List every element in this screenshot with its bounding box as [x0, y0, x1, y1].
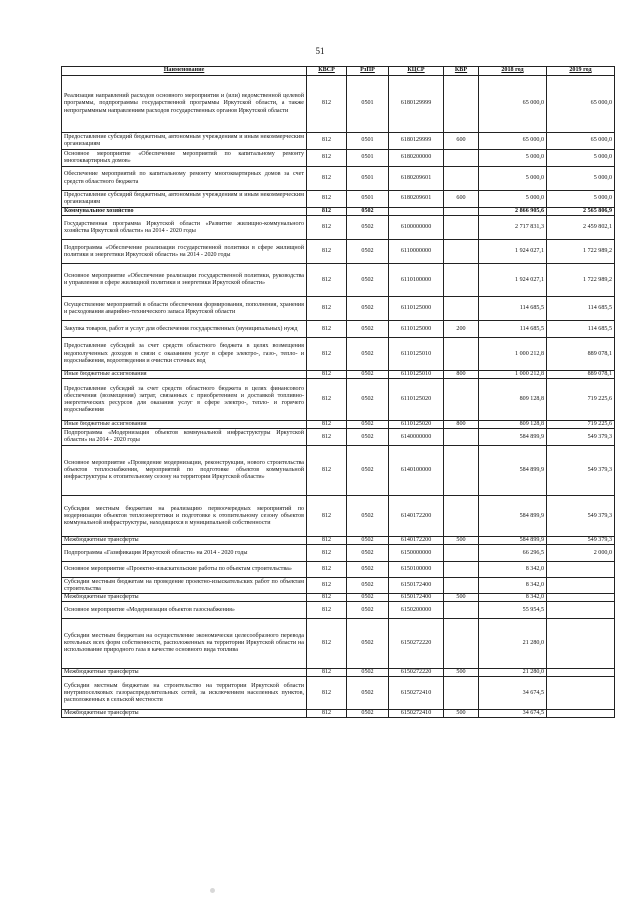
- header-kvr: КВР: [444, 67, 479, 76]
- row-kvr: [444, 578, 479, 594]
- row-name: Закупка товаров, работ и услуг для обеспечения государственных (муниципальных) нужд: [62, 321, 307, 338]
- row-2018: 8 342,0: [479, 578, 547, 594]
- row-2019: 5 000,0: [547, 150, 615, 167]
- page-number: 51: [315, 46, 325, 56]
- row-kvr: [444, 264, 479, 297]
- row-rzpr: 0502: [347, 619, 389, 669]
- row-rzpr: 0501: [347, 167, 389, 191]
- row-2018: 114 685,5: [479, 297, 547, 321]
- row-2019: 719 225,6: [547, 421, 615, 429]
- row-kcsr: 6150272410: [389, 677, 444, 710]
- header-rzpr: РзПР: [347, 67, 389, 76]
- row-kvsr: 812: [307, 594, 347, 602]
- row-kcsr: 6110125010: [389, 338, 444, 371]
- row-kvsr: 812: [307, 240, 347, 264]
- row-rzpr: 0502: [347, 594, 389, 602]
- table-header-row: [62, 67, 615, 76]
- row-rzpr: 0502: [347, 677, 389, 710]
- row-kvsr: 812: [307, 167, 347, 191]
- table-row: [62, 562, 615, 578]
- row-kvsr: 812: [307, 321, 347, 338]
- row-rzpr: 0501: [347, 191, 389, 208]
- row-2018: 5 000,0: [479, 191, 547, 208]
- row-rzpr: 0502: [347, 421, 389, 429]
- row-2019: 1 722 989,2: [547, 240, 615, 264]
- table-row: [62, 208, 615, 216]
- row-kvr: [444, 545, 479, 562]
- row-2019: 65 000,0: [547, 133, 615, 150]
- row-rzpr: 0502: [347, 216, 389, 240]
- row-name: Иные бюджетные ассигнования: [62, 421, 307, 429]
- row-name: Предоставление субсидий бюджетным, автономным учреждениям и иным некоммерческим организациям: [62, 133, 307, 150]
- row-rzpr: 0502: [347, 496, 389, 537]
- row-rzpr: 0502: [347, 545, 389, 562]
- row-kcsr: 6110100000: [389, 264, 444, 297]
- table-row: [62, 76, 615, 133]
- table-row: [62, 297, 615, 321]
- row-rzpr: 0502: [347, 429, 389, 446]
- row-kvsr: 812: [307, 216, 347, 240]
- table-row: [62, 545, 615, 562]
- row-kvr: 600: [444, 133, 479, 150]
- row-kvsr: 812: [307, 710, 347, 718]
- row-kvr: [444, 562, 479, 578]
- row-2018: 809 128,8: [479, 421, 547, 429]
- row-2019: [547, 677, 615, 710]
- row-kvsr: 812: [307, 562, 347, 578]
- row-name: Субсидии местным бюджетам на осуществление экономически целесообразного перевода котельных всех форм собственности, расположенных на территории Иркутской области на использование природного газа в качестве основного вида топлива: [62, 619, 307, 669]
- row-rzpr: 0502: [347, 321, 389, 338]
- row-rzpr: 0502: [347, 379, 389, 421]
- row-kvr: [444, 76, 479, 133]
- table-row: [62, 150, 615, 167]
- row-2018: 5 000,0: [479, 167, 547, 191]
- row-name: Межбюджетные трансферты: [62, 710, 307, 718]
- row-rzpr: 0502: [347, 562, 389, 578]
- row-kvr: [444, 496, 479, 537]
- row-2018: 8 342,0: [479, 562, 547, 578]
- row-kvsr: 812: [307, 602, 347, 619]
- row-2019: 549 379,3: [547, 429, 615, 446]
- row-kvr: 500: [444, 594, 479, 602]
- row-2019: [547, 619, 615, 669]
- row-name: Субсидии местным бюджетам на проведение проектно-изыскательских работ по объектам строительства: [62, 578, 307, 594]
- row-kvr: [444, 338, 479, 371]
- row-kvsr: 812: [307, 496, 347, 537]
- row-2019: 889 078,1: [547, 371, 615, 379]
- row-kvsr: 812: [307, 264, 347, 297]
- row-kcsr: 6110125020: [389, 421, 444, 429]
- row-kcsr: 6150000000: [389, 545, 444, 562]
- table-row: [62, 167, 615, 191]
- row-2019: 889 078,1: [547, 338, 615, 371]
- row-kvsr: 812: [307, 133, 347, 150]
- table-row: [62, 264, 615, 297]
- row-2018: 809 128,8: [479, 379, 547, 421]
- row-2019: [547, 710, 615, 718]
- table-body: [62, 76, 615, 718]
- row-kvr: 500: [444, 710, 479, 718]
- row-rzpr: 0501: [347, 76, 389, 133]
- table-row: [62, 669, 615, 677]
- row-rzpr: 0502: [347, 338, 389, 371]
- row-rzpr: 0502: [347, 602, 389, 619]
- row-kcsr: 6140172200: [389, 537, 444, 545]
- row-rzpr: 0502: [347, 240, 389, 264]
- row-kvsr: 812: [307, 338, 347, 371]
- row-2018: 21 280,0: [479, 619, 547, 669]
- row-2018: 8 342,0: [479, 594, 547, 602]
- row-name: Основное мероприятие «Проектно-изыскательские работы по объектам строительства»: [62, 562, 307, 578]
- table-row: [62, 537, 615, 545]
- row-kcsr: 6150272220: [389, 669, 444, 677]
- table-row: [62, 619, 615, 669]
- row-kvsr: 812: [307, 379, 347, 421]
- row-2019: 549 379,3: [547, 446, 615, 496]
- row-kvsr: 812: [307, 545, 347, 562]
- table-row: [62, 321, 615, 338]
- row-2019: 114 685,5: [547, 321, 615, 338]
- row-2019: 2 565 806,9: [547, 208, 615, 216]
- row-kcsr: 6100000000: [389, 216, 444, 240]
- row-name: Субсидии местным бюджетам на строительство на территории Иркутской области внутрипоселковых газораспределительных сетей, за исключением населенных пунктов, расположенных в сельской местности: [62, 677, 307, 710]
- header-2019: 2019 год: [547, 67, 615, 76]
- row-2018: 55 954,5: [479, 602, 547, 619]
- row-kvr: [444, 619, 479, 669]
- row-rzpr: 0502: [347, 264, 389, 297]
- row-kcsr: 6150172400: [389, 594, 444, 602]
- row-2019: 549 379,3: [547, 496, 615, 537]
- row-rzpr: 0501: [347, 150, 389, 167]
- row-2018: 65 000,0: [479, 76, 547, 133]
- table-row: [62, 578, 615, 594]
- row-kvsr: 812: [307, 677, 347, 710]
- row-kcsr: 6150272220: [389, 619, 444, 669]
- row-kcsr: 6180200000: [389, 150, 444, 167]
- row-kcsr: 6150272410: [389, 710, 444, 718]
- row-kcsr: 6150100000: [389, 562, 444, 578]
- row-kvr: [444, 446, 479, 496]
- row-rzpr: 0501: [347, 133, 389, 150]
- row-kvsr: 812: [307, 297, 347, 321]
- table-row: [62, 710, 615, 718]
- table-row: [62, 429, 615, 446]
- row-2019: 549 379,3: [547, 537, 615, 545]
- row-name: Подпрограмма «Газификация Иркутской области» на 2014 - 2020 годы: [62, 545, 307, 562]
- row-2018: 584 899,9: [479, 537, 547, 545]
- row-2019: 114 685,5: [547, 297, 615, 321]
- row-name: Основное мероприятие «Обеспечение реализации государственной политики, руководства и управления в сфере жилищной политики и энергетики Иркутской области»: [62, 264, 307, 297]
- row-kcsr: 6180129999: [389, 76, 444, 133]
- row-name: Реализация направлений расходов основного мероприятия и (или) ведомственной целевой программы, подпрограммы государственной программы Иркутской области, а также непрограммным направлениям расходов государственных органов Иркутской области: [62, 76, 307, 133]
- row-name: Предоставление субсидий бюджетным, автономным учреждениям и иным некоммерческим организациям: [62, 191, 307, 208]
- row-2018: 114 685,5: [479, 321, 547, 338]
- row-name: Коммунальное хозяйство: [62, 208, 307, 216]
- row-2018: 34 674,5: [479, 710, 547, 718]
- row-kvr: [444, 216, 479, 240]
- row-2018: 1 000 212,8: [479, 338, 547, 371]
- header-2018: 2018 год: [479, 67, 547, 76]
- table-row: [62, 338, 615, 371]
- row-kcsr: 6110125010: [389, 371, 444, 379]
- row-2018: 5 000,0: [479, 150, 547, 167]
- row-kcsr: 6140000000: [389, 429, 444, 446]
- row-kvr: [444, 240, 479, 264]
- row-kvsr: 812: [307, 76, 347, 133]
- row-kvsr: 812: [307, 371, 347, 379]
- row-name: Субсидии местным бюджетам на реализацию первоочередных мероприятий по модернизации объектов теплоэнергетики и подготовке к отопительному сезону объектов коммунальной инфраструктуры, находящихся в муниципальной собственности: [62, 496, 307, 537]
- row-name: Основное мероприятие «Проведение модернизации, реконструкции, нового строительства объектов теплоснабжения, мероприятий по подготовке объектов коммунальной инфраструктуры к отопительному сезону на территории Иркутской области»: [62, 446, 307, 496]
- row-kcsr: 6110125000: [389, 297, 444, 321]
- row-name: Основное мероприятие «Обеспечение мероприятий по капитальному ремонту многоквартирных домов»: [62, 150, 307, 167]
- row-kcsr: 6180209601: [389, 191, 444, 208]
- row-2018: 584 899,9: [479, 446, 547, 496]
- row-kvsr: 812: [307, 208, 347, 216]
- row-kvr: 500: [444, 537, 479, 545]
- row-kvr: 600: [444, 191, 479, 208]
- row-kvsr: 812: [307, 578, 347, 594]
- row-2018: 584 899,9: [479, 496, 547, 537]
- table-row: [62, 496, 615, 537]
- row-kvr: [444, 297, 479, 321]
- row-rzpr: 0502: [347, 710, 389, 718]
- row-name: Межбюджетные трансферты: [62, 537, 307, 545]
- row-2019: 5 000,0: [547, 167, 615, 191]
- scan-mark: [210, 888, 215, 893]
- row-kcsr: 6140172200: [389, 496, 444, 537]
- row-2018: 1 924 027,1: [479, 240, 547, 264]
- header-name: Наименование: [62, 67, 307, 76]
- row-name: Осуществление мероприятий в области обеспечения формирования, пополнения, хранения и расходования аварийно-технического запаса Иркутской области: [62, 297, 307, 321]
- row-kvr: [444, 677, 479, 710]
- row-kvsr: 812: [307, 446, 347, 496]
- row-kvr: [444, 429, 479, 446]
- row-kcsr: 6110125000: [389, 321, 444, 338]
- row-kvr: [444, 379, 479, 421]
- row-2019: 65 000,0: [547, 76, 615, 133]
- row-kcsr: 6180209601: [389, 167, 444, 191]
- row-rzpr: 0502: [347, 371, 389, 379]
- row-2019: [547, 602, 615, 619]
- table-row: [62, 240, 615, 264]
- row-kvsr: 812: [307, 421, 347, 429]
- row-kvr: 800: [444, 421, 479, 429]
- header-kcsr: КЦСР: [389, 67, 444, 76]
- row-kcsr: 6150200000: [389, 602, 444, 619]
- row-rzpr: 0502: [347, 669, 389, 677]
- row-kvsr: 812: [307, 619, 347, 669]
- table-row: [62, 191, 615, 208]
- row-2018: 21 280,0: [479, 669, 547, 677]
- row-kvr: [444, 167, 479, 191]
- row-2019: 2 459 802,1: [547, 216, 615, 240]
- row-2019: 719 225,6: [547, 379, 615, 421]
- row-rzpr: 0502: [347, 446, 389, 496]
- table-row: [62, 379, 615, 421]
- row-kvsr: 812: [307, 150, 347, 167]
- row-kcsr: 6110000000: [389, 240, 444, 264]
- row-kvsr: 812: [307, 537, 347, 545]
- row-kvr: 800: [444, 371, 479, 379]
- row-kvr: [444, 150, 479, 167]
- budget-table: [61, 66, 615, 718]
- row-rzpr: 0502: [347, 297, 389, 321]
- row-kvr: 200: [444, 321, 479, 338]
- row-name: Обеспечение мероприятий по капитальному ремонту многоквартирных домов за счет средств областного бюджета: [62, 167, 307, 191]
- row-2019: 2 000,0: [547, 545, 615, 562]
- row-rzpr: 0502: [347, 578, 389, 594]
- row-kvr: [444, 208, 479, 216]
- header-kvsr: КВСР: [307, 67, 347, 76]
- row-rzpr: 0502: [347, 208, 389, 216]
- row-name: Предоставление субсидий за счет средств областного бюджета в целях возмещения недополученных доходов в связи с оказанием услуг в сфере электро-, газо-, тепло- и водоснабжения, водоотведения и очистки сточных вод: [62, 338, 307, 371]
- row-2019: [547, 669, 615, 677]
- row-kvsr: 812: [307, 669, 347, 677]
- row-name: Межбюджетные трансферты: [62, 594, 307, 602]
- row-name: Подпрограмма «Обеспечение реализации государственной политики в сфере жилищной политики и энергетики Иркутской области» на 2014 - 2020 годы: [62, 240, 307, 264]
- table-row: [62, 446, 615, 496]
- row-kvr: 500: [444, 669, 479, 677]
- row-2018: 1 000 212,8: [479, 371, 547, 379]
- row-2018: 584 899,9: [479, 429, 547, 446]
- table-row: [62, 371, 615, 379]
- row-name: Иные бюджетные ассигнования: [62, 371, 307, 379]
- row-kvr: [444, 602, 479, 619]
- row-2019: 1 722 989,2: [547, 264, 615, 297]
- table-row: [62, 421, 615, 429]
- row-2019: [547, 562, 615, 578]
- table-row: [62, 594, 615, 602]
- row-name: Предоставление субсидий за счет средств областного бюджета в целях финансового обеспечения (возмещения) затрат, связанных с приобретением и доставкой топливно-энергетических ресурсов для оказания услуг в сфере электро-, тепло- и горячего водоснабжения: [62, 379, 307, 421]
- row-kcsr: [389, 208, 444, 216]
- row-2018: 2 866 905,6: [479, 208, 547, 216]
- row-name: Государственная программа Иркутской области «Развитие жилищно-коммунального хозяйства Иркутской области» на 2014 - 2020 годы: [62, 216, 307, 240]
- row-2018: 34 674,5: [479, 677, 547, 710]
- row-kcsr: 6140100000: [389, 446, 444, 496]
- row-kvsr: 812: [307, 429, 347, 446]
- row-2018: 1 924 027,1: [479, 264, 547, 297]
- table-row: [62, 602, 615, 619]
- row-name: Межбюджетные трансферты: [62, 669, 307, 677]
- row-2018: 2 717 831,3: [479, 216, 547, 240]
- row-2019: [547, 594, 615, 602]
- table-row: [62, 133, 615, 150]
- row-kcsr: 6180129999: [389, 133, 444, 150]
- row-name: Основное мероприятие «Модернизация объектов газоснабжения»: [62, 602, 307, 619]
- row-kvsr: 812: [307, 191, 347, 208]
- row-2019: [547, 578, 615, 594]
- row-2018: 65 000,0: [479, 133, 547, 150]
- table-row: [62, 216, 615, 240]
- row-kcsr: 6110125020: [389, 379, 444, 421]
- row-2019: 5 000,0: [547, 191, 615, 208]
- table-row: [62, 677, 615, 710]
- row-rzpr: 0502: [347, 537, 389, 545]
- row-name: Подпрограмма «Модернизация объектов коммунальной инфраструктуры Иркутской области» на 2014 - 2020 годы: [62, 429, 307, 446]
- row-kcsr: 6150172400: [389, 578, 444, 594]
- row-2018: 66 296,5: [479, 545, 547, 562]
